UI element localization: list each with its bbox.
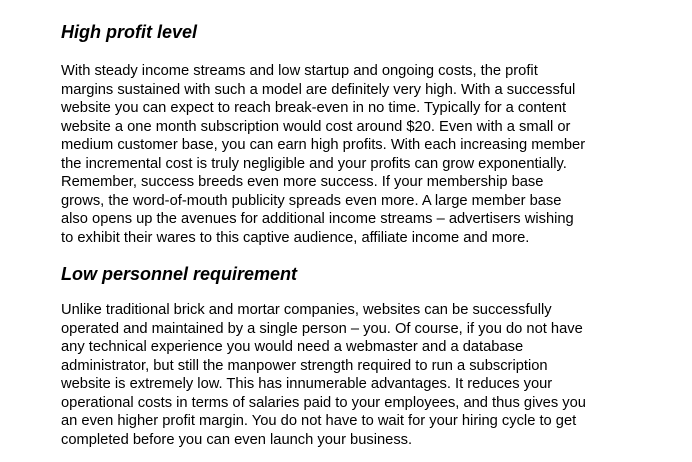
paragraph-line: website you can expect to reach break-even in no time. Typically for a content bbox=[61, 100, 567, 116]
paragraph-line: grows, the word-of-mouth publicity spreads even more. A large member base bbox=[61, 192, 562, 209]
paragraph-line: also opens up the avenues for additional income streams – advertisers wishing bbox=[61, 211, 574, 227]
paragraph-line: to exhibit their wares to this captive audience, affiliate income and more. bbox=[61, 229, 530, 246]
paragraph-line: operational costs in terms of salaries paid to your employees, and thus gives you bbox=[61, 394, 586, 411]
paragraph-line: Remember, success breeds even more success. If your membership base bbox=[61, 174, 544, 190]
paragraph-line: margins sustained with such a model are definitely very high. With a successful bbox=[61, 81, 576, 98]
paragraph-line: completed before you can even launch your business. bbox=[61, 431, 413, 448]
paragraph-line: any technical experience you would need a webmaster and a database bbox=[61, 339, 524, 355]
paragraph-line: website is extremely low. This has innumerable advantages. It reduces your bbox=[61, 376, 553, 392]
paragraph-line: website a one month subscription would cost around $20. Even with a small or bbox=[61, 118, 571, 135]
paragraph-line: Unlike traditional brick and mortar companies, websites can be successfully bbox=[61, 302, 552, 318]
paragraph-line: the incremental cost is truly negligible and your profits can grow exponentially. bbox=[61, 155, 567, 172]
paragraph-line: operated and maintained by a single person – you. Of course, if you do not have bbox=[61, 320, 583, 337]
paragraph-line: an even higher profit margin. You do not have to wait for your hiring cycle to get bbox=[61, 413, 577, 429]
paragraph-line: administrator, but still the manpower strength required to run a subscription bbox=[61, 357, 548, 374]
section-heading-high-profit-level: High profit level bbox=[61, 22, 198, 42]
paragraph-low-personnel-requirement bbox=[61, 301, 586, 449]
section-heading-low-personnel-requirement: Low personnel requirement bbox=[61, 264, 298, 284]
paragraph-line: medium customer base, you can earn high profits. With each increasing member bbox=[61, 137, 586, 153]
paragraph-high-profit-level bbox=[61, 62, 585, 247]
paragraph-line: With steady income streams and low startup and ongoing costs, the profit bbox=[61, 63, 538, 79]
